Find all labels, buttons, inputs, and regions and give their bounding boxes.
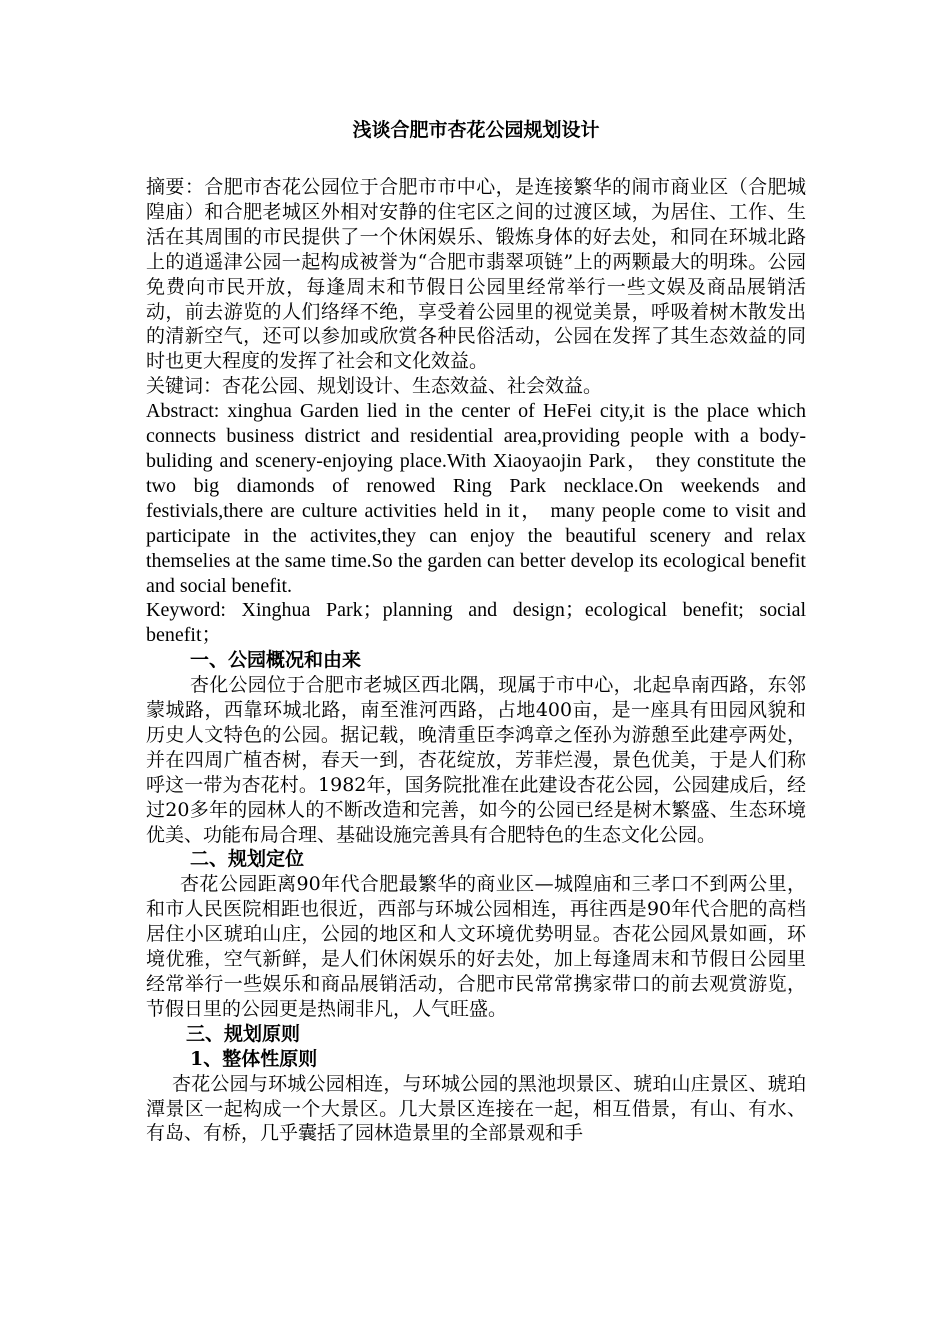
- subsection-heading-integrity: 1、整体性原则: [190, 1047, 318, 1070]
- section-heading-principles: 三、规划原则: [186, 1022, 301, 1045]
- section-body-overview: 杏化公园位于合肥市老城区西北隅，现属于市中心，北起阜南西路，东邻蒙城路，西靠环城北路，南至淮河西路，占地400亩，是一座具有田园风貌和历史人文特色的公园。据记载，晚清重臣李鸿章之侄孙为游憩至此建亭两处，并在四周广植杏树，春天一到，杏花绽放，芳菲烂漫，景色优美，于是人们称呼这一带为杏花村。1982年，国务院批准在此建设杏花公园，公园建成后，经过20多年的园林人的不断改造和完善，如今的公园已经是树木繁盛、生态环境优美、功能布局合理、基础设施完善具有合肥特色的生态文化公园。: [146, 674, 806, 846]
- keywords-english: Keyword: Xinghua Park；planning and design；ecological benefit; social benefit；: [146, 599, 806, 647]
- abstract-chinese: 摘要：合肥市杏花公园位于合肥市市中心，是连接繁华的闹市商业区（合肥城隍庙）和合肥老城区外相对安静的住宅区之间的过渡区域，为居住、工作、生活在其周围的市民提供了一个休闲娱乐、锻炼身体的好去处，和同在环城北路上的逍遥津公园一起构成被誉为“合肥市翡翠项链”上的两颗最大的明珠。公园免费向市民开放，每逢周末和节假日公园里经常举行一些文娱及商品展销活动，前去游览的人们络绎不绝，享受着公园里的视觉美景，呼吸着树木散发出的清新空气，还可以参加或欣赏各种民俗活动，公园在发挥了其生态效益的同时也更大程度的发挥了社会和文化效益。: [146, 176, 806, 373]
- document-page: [146, 118, 806, 1146]
- document-title: 浅谈合肥市杏花公园规划设计: [352, 119, 600, 141]
- section-body-positioning: 杏花公园距离90年代合肥最繁华的商业区—城隍庙和三孝口不到两公里，和市人民医院相距也很近，西部与环城公园相连，再往西是90年代合肥的高档居住小区琥珀山庄，公园的地区和人文环境优势明显。杏花公园风景如画，环境优雅，空气新鲜，是人们休闲娱乐的好去处，加上每逢周末和节假日公园里经常举行一些娱乐和商品展销活动，合肥市民常常携家带口的前去观赏游览，节假日里的公园更是热闹非凡，人气旺盛。: [146, 873, 806, 1020]
- abstract-english: Abstract: xinghua Garden lied in the center of HeFei city,it is the place which connects business district and residential area,providing people with a body-buliding and scenery-enjoying place.With Xiaoyaojin Park， they constitute the two big diamonds of renowed Ring Park necklace.On weekends and festivials,there are culture activities held in it， many people come to visit and participate in the activites,they can enjoy the beautiful scenery and relax themselies at the same time.So the garden can better develop its ecological benefit and social benefit.: [146, 400, 806, 597]
- keywords-chinese: 关键词：杏花公园、规划设计、生态效益、社会效益。: [146, 375, 603, 398]
- section-heading-positioning: 二、规划定位: [190, 848, 305, 871]
- section-heading-overview: 一、公园概况和由来: [190, 649, 362, 672]
- subsection-body-integrity: 杏花公园与环城公园相连，与环城公园的黑池坝景区、琥珀山庄景区、琥珀潭景区一起构成一个大景区。几大景区连接在一起，相互借景，有山、有水、有岛、有桥，几乎囊括了园林造景里的全部景观和手: [146, 1072, 806, 1145]
